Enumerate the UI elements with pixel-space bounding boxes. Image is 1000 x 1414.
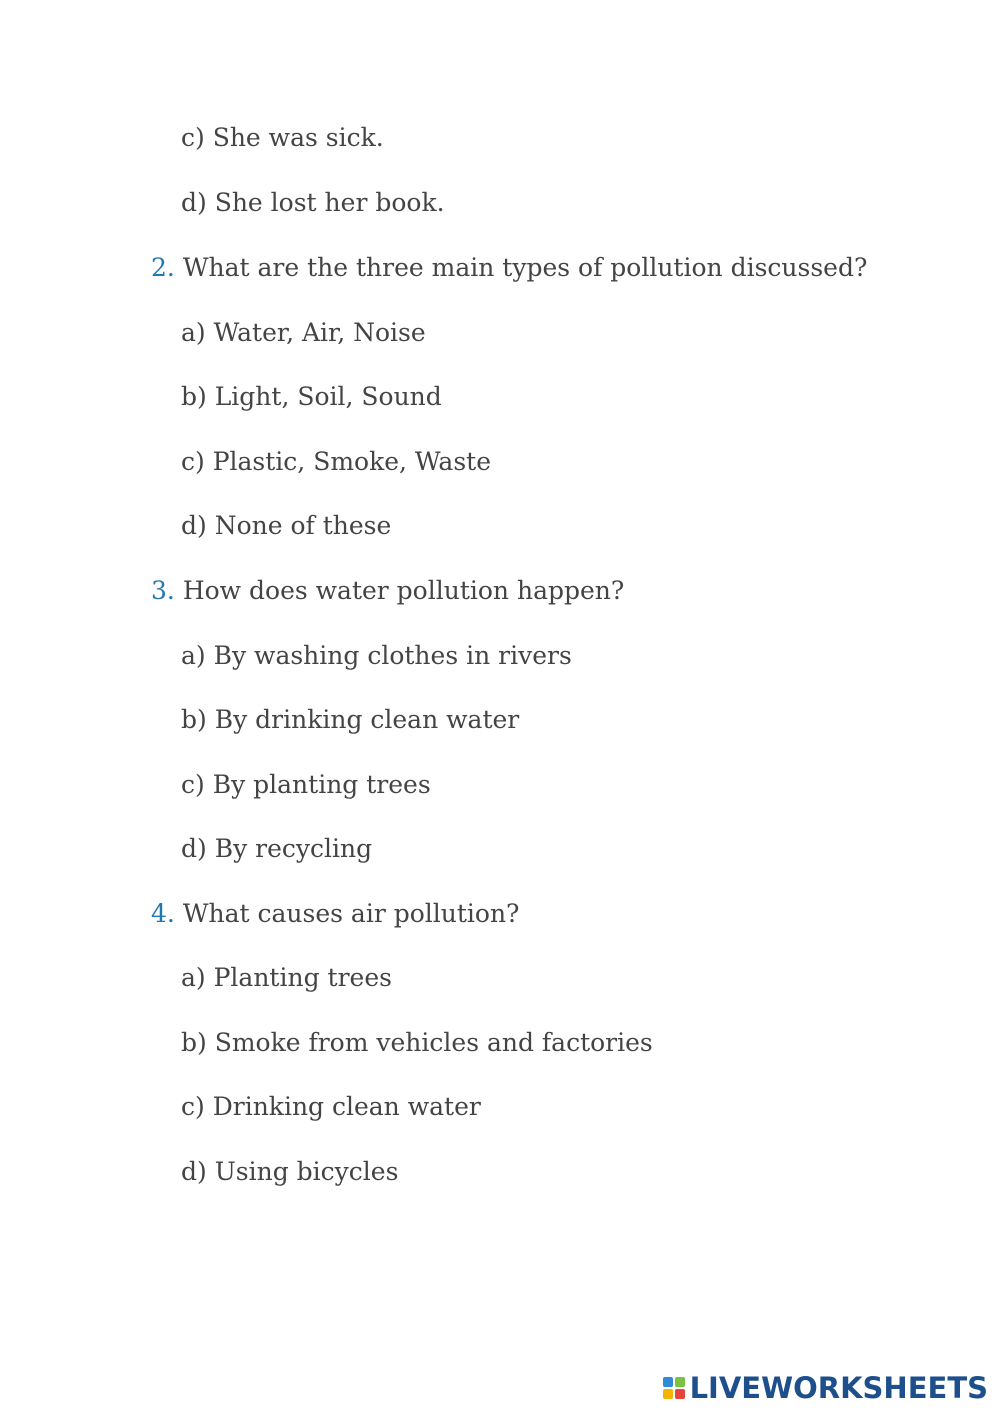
question-text: What are the three main types of pollution discussed?: [182, 253, 868, 282]
q3-option-d[interactable]: d) By recycling: [181, 834, 373, 863]
q3-option-a[interactable]: a) By washing clothes in rivers: [181, 641, 572, 670]
q2-option-b[interactable]: b) Light, Soil, Sound: [181, 382, 442, 411]
logo-square: [675, 1377, 685, 1387]
question-number: 2.: [151, 253, 175, 282]
question-text: What causes air pollution?: [182, 899, 520, 928]
q4-option-c[interactable]: c) Drinking clean water: [181, 1092, 481, 1121]
logo-square: [663, 1389, 673, 1399]
q1-option-d[interactable]: d) She lost her book.: [181, 188, 445, 217]
question-2: [151, 252, 867, 284]
q2-option-a[interactable]: a) Water, Air, Noise: [181, 318, 426, 347]
q2-option-c[interactable]: c) Plastic, Smoke, Waste: [181, 447, 492, 476]
liveworksheets-logo: [663, 1370, 988, 1406]
q3-option-c[interactable]: c) By planting trees: [181, 770, 431, 799]
question-4: [151, 898, 519, 930]
question-number: 3.: [151, 576, 175, 605]
logo-square: [663, 1377, 673, 1387]
q3-option-b[interactable]: b) By drinking clean water: [181, 705, 520, 734]
question-text: How does water pollution happen?: [182, 576, 625, 605]
logo-grid-icon: [663, 1377, 685, 1399]
logo-square: [675, 1389, 685, 1399]
question-3: [151, 575, 624, 607]
q4-option-b[interactable]: b) Smoke from vehicles and factories: [181, 1028, 653, 1057]
question-number: 4.: [151, 899, 175, 928]
brand-name: LIVEWORKSHEETS: [689, 1371, 988, 1405]
q1-option-c[interactable]: c) She was sick.: [181, 123, 384, 152]
q2-option-d[interactable]: d) None of these: [181, 511, 392, 540]
q4-option-a[interactable]: a) Planting trees: [181, 963, 392, 992]
q4-option-d[interactable]: d) Using bicycles: [181, 1157, 399, 1186]
